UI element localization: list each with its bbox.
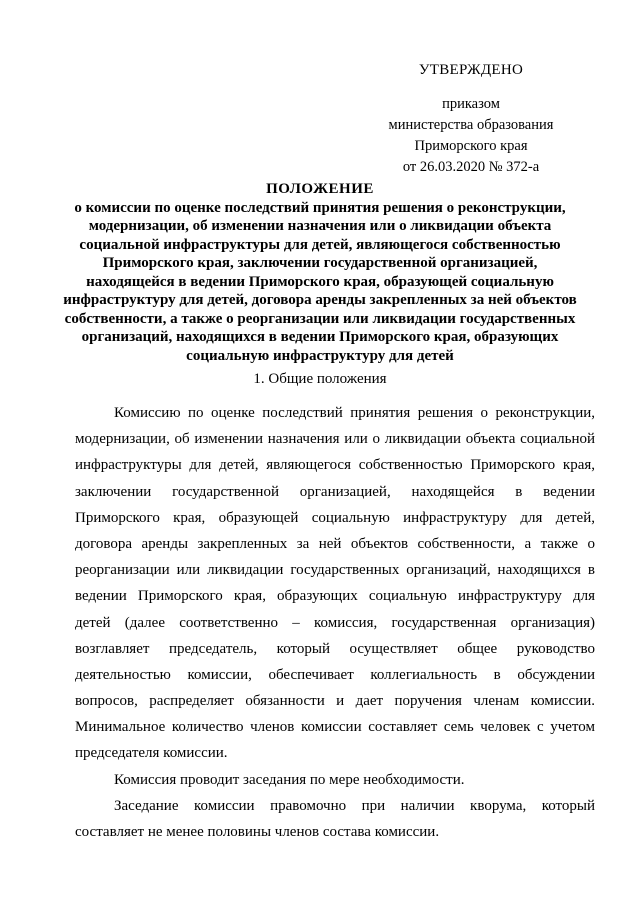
title-subtitle-line: собственности, а также о реорганизации или ликвидации государственных [64, 310, 576, 327]
approval-line: приказом [442, 96, 500, 112]
title-subtitle-line: модернизации, об изменении назначения или о ликвидации объекта [88, 218, 552, 234]
document-title [60, 180, 580, 365]
paragraph-line: деятельностью комиссии, обеспечивает коллегиальность в обсуждении [75, 666, 595, 683]
paragraph-line: Комиссию по оценке последствий принятия решения о реконструкции, [114, 405, 595, 421]
body-text [75, 400, 595, 845]
title-subtitle-line: о комиссии по оценке последствий принятия решения о реконструкции, [74, 199, 566, 216]
paragraph-line: председателя комиссии. [75, 745, 228, 762]
title-subtitle-line: социальной инфраструктуры для детей, являющегося собственностью [79, 236, 561, 253]
title-subtitle-line: социальную инфраструктуру для детей [186, 347, 454, 364]
paragraph-line: инфраструктуры для детей, являющегося собственностью Приморского края, [75, 457, 595, 474]
paragraph-line: вопросов, распределяет обязанности и дает поручения членам комиссии. [75, 693, 595, 710]
paragraph-line: детей (далее соответственно – комиссия, государственная организация) [75, 614, 595, 631]
paragraph-line: Минимальное количество членов комиссии составляет семь человек с учетом [75, 719, 595, 736]
approved-label: УТВЕРЖДЕНО [418, 62, 524, 78]
title-subtitle-line: организаций, находящихся в ведении Приморского края, образующих [81, 329, 559, 345]
paragraph-line: составляет не менее половины членов состава комиссии. [75, 824, 440, 840]
title-subtitle-line: находящейся в ведении Приморского края, образующей социальную [86, 273, 554, 290]
paragraph-line: модернизации, об изменении назначения или о ликвидации объекта социальной [75, 431, 595, 448]
title-word: ПОЛОЖЕНИЕ [266, 181, 374, 197]
paragraph-line: Комиссия проводит заседания по мере необходимости. [114, 771, 465, 788]
paragraph-line: ведении Приморского края, образующих социальную инфраструктуру для [75, 588, 595, 605]
paragraph-line: договора аренды закрепленных за ней объектов собственности, а также о [75, 535, 595, 552]
paragraph-line: Заседание комиссии правомочно при наличии кворума, который [114, 797, 595, 814]
section-heading: 1. Общие положения [253, 371, 387, 387]
approval-order-details [378, 94, 564, 178]
paragraph-line: реорганизации или ликвидации государственных организаций, находящихся в [75, 562, 595, 579]
paragraph-line: возглавляет председатель, который осуществляет общее руководство [75, 640, 595, 657]
title-subtitle-line: Приморского края, заключении государственной организацией, [102, 255, 538, 271]
approval-line: Приморского края [414, 138, 528, 154]
approval-line: министерства образования [388, 117, 554, 133]
approval-line: от 26.03.2020 № 372-а [402, 159, 540, 175]
paragraph-line: заключении государственной организацией, находящейся в ведении [75, 483, 595, 500]
title-subtitle-line: инфраструктуру для детей, договора аренды закрепленных за ней объектов [63, 292, 577, 308]
paragraph-line: Приморского края, образующей социальную инфраструктуру для детей, [75, 509, 595, 526]
